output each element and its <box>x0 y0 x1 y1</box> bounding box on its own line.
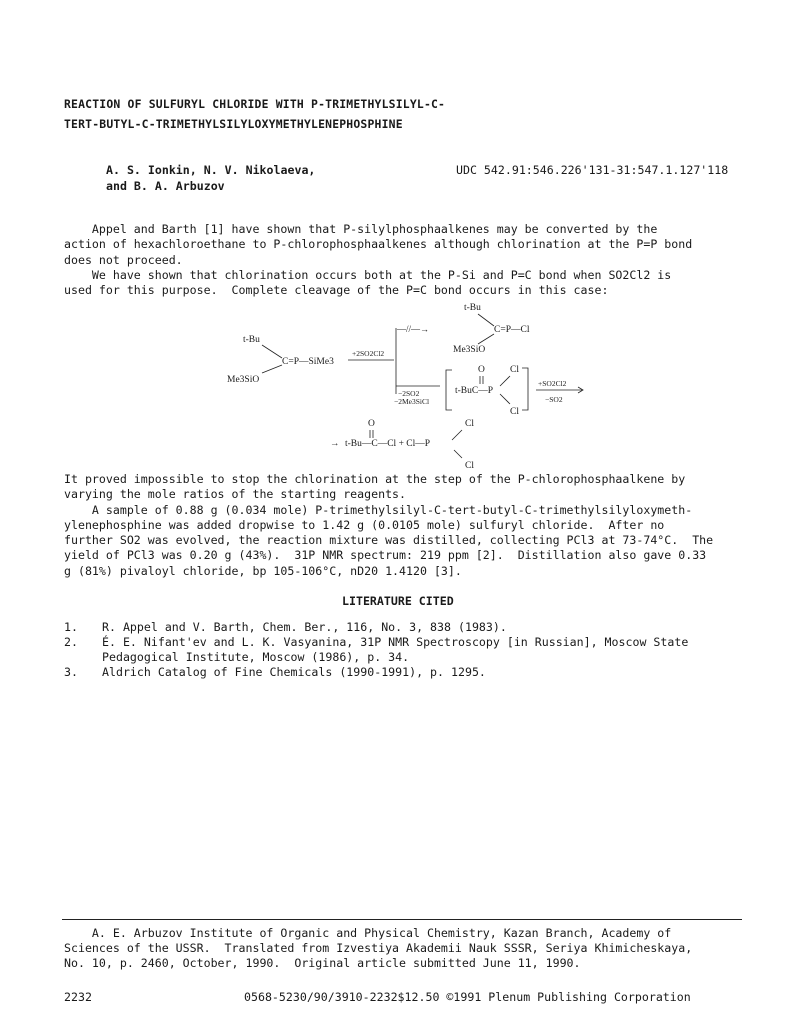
intro-line: Appel and Barth [1] have shown that P-silylphosphaalkenes may be converted by the <box>64 222 658 236</box>
body-line: ylenephosphine was added dropwise to 1.42 g (0.0105 mole) sulfuryl chloride. After no <box>64 517 665 532</box>
footnote-line: Sciences of the USSR. Translated from Izvestiya Akademii Nauk SSSR, Seriya Khimicheskaya, <box>64 941 693 955</box>
intro-line: We have shown that chlorination occurs both at the P-Si and P=C bond when SO2Cl2 is <box>64 267 672 282</box>
bracket-right <box>522 368 528 410</box>
udc-code: UDC 542.91:546.226'131-31:547.1.127'118 <box>456 163 729 177</box>
reference-text: Pedagogical Institute, Moscow (1986), p. 34. <box>102 650 410 664</box>
body-line: A sample of 0.88 g (0.034 mole) P-trimethylsilyl-C-tert-butyl-C-trimethylsilyloxymeth- <box>64 502 693 517</box>
bond-line <box>500 394 510 404</box>
reference-list <box>0 620 807 690</box>
body-paragraph <box>64 472 750 579</box>
body-line: g (81%) pivaloyl chloride, bp 105-106°C, nD20 1.4120 [3]. <box>64 563 462 578</box>
authors-line-2: and B. A. Arbuzov <box>106 179 225 193</box>
reference-number: 1. <box>64 620 78 634</box>
me3sio-label-2: Me3SiO <box>453 345 486 355</box>
page-number: 2232 <box>64 990 92 1004</box>
footnote-line: No. 10, p. 2460, October, 1990. Original article submitted June 11, 1990. <box>64 956 581 970</box>
tbu-label: t-Bu <box>243 335 260 345</box>
reference-text: É. E. Nifant'ev and L. K. Vasyanina, 31P NMR Spectroscopy [in Russian], Moscow State <box>102 635 689 649</box>
me3sio-label: Me3SiO <box>227 375 260 385</box>
product-a: C=P—Cl <box>494 325 530 335</box>
oxygen-label: O <box>478 365 485 375</box>
authors-line-1: A. S. Ionkin, N. V. Nikolaeva, <box>106 163 316 177</box>
blocked-arrow: —//—→ <box>397 324 430 334</box>
minus-label-2: −2Me3SiCl <box>394 397 430 406</box>
final-arrow: → <box>330 439 340 449</box>
cl-label: Cl <box>465 419 474 429</box>
intro-paragraph <box>64 222 750 298</box>
intro-line: used for this purpose. Complete cleavage of the P=C bond occurs in this case: <box>64 283 609 298</box>
article-title-line-2: TERT-BUTYL-C-TRIMETHYLSILYLOXYMETHYLENEPHOSPHINE <box>64 117 403 131</box>
minus-so2: −SO2 <box>545 395 563 404</box>
bond-line <box>478 334 494 344</box>
article-title-line-1: REACTION OF SULFURYL CHLORIDE WITH P-TRIMETHYLSILYL-C- <box>64 97 446 111</box>
reagent-label: +2SO2Cl2 <box>352 349 385 358</box>
bracket-left <box>446 370 452 410</box>
bond-line <box>452 430 462 440</box>
footnote <box>64 926 750 971</box>
final-products: t-Bu—C—Cl + Cl—P <box>345 439 431 449</box>
cl-label: Cl <box>510 407 519 417</box>
body-line: It proved impossible to stop the chlorination at the step of the P-chlorophosphaalkene by <box>64 472 686 486</box>
footnote-line: A. E. Arbuzov Institute of Organic and Physical Chemistry, Kazan Branch, Academy of <box>64 926 672 940</box>
bond-line <box>500 376 510 386</box>
intro-line: action of hexachloroethane to P-chlorophosphaalkenes although chlorination at the P=P bond <box>64 237 693 252</box>
reagent-label-2: +SO2Cl2 <box>538 379 567 388</box>
copyright-line: 0568-5230/90/3910-2232$12.50 ©1991 Plenum Publishing Corporation <box>244 990 691 1004</box>
reference-number: 3. <box>64 665 78 679</box>
reference-text: Aldrich Catalog of Fine Chemicals (1990-1991), p. 1295. <box>102 665 486 679</box>
body-line: further SO2 was evolved, the reaction mixture was distilled, collecting PCl3 at 73-74°C. The <box>64 533 714 548</box>
oxygen-label-2: O <box>368 419 375 429</box>
reaction-scheme <box>0 298 807 476</box>
reference-number: 2. <box>64 635 78 649</box>
body-line: varying the mole ratios of the starting reagents. <box>64 487 407 502</box>
footnote-rule <box>62 919 742 920</box>
reference-text: R. Appel and V. Barth, Chem. Ber., 116, No. 3, 838 (1983). <box>102 620 507 634</box>
start-core: C=P—SiMe3 <box>282 357 334 367</box>
bond-line <box>262 365 282 373</box>
bond-line <box>262 345 282 358</box>
cl-label: Cl <box>510 365 519 375</box>
minus-label: −2SO2 <box>398 389 420 398</box>
tbu-label-2: t-Bu <box>464 303 481 313</box>
intermediate-core: t-BuC—P <box>455 386 494 396</box>
intro-line: does not proceed. <box>64 252 183 267</box>
bond-line <box>478 314 494 326</box>
bond-line <box>454 450 462 458</box>
cl-label: Cl <box>465 461 474 471</box>
body-line: yield of PCl3 was 0.20 g (43%). 31P NMR spectrum: 219 ppm [2]. Distillation also gave 0.33 <box>64 548 707 563</box>
literature-heading: LITERATURE CITED <box>342 594 454 608</box>
